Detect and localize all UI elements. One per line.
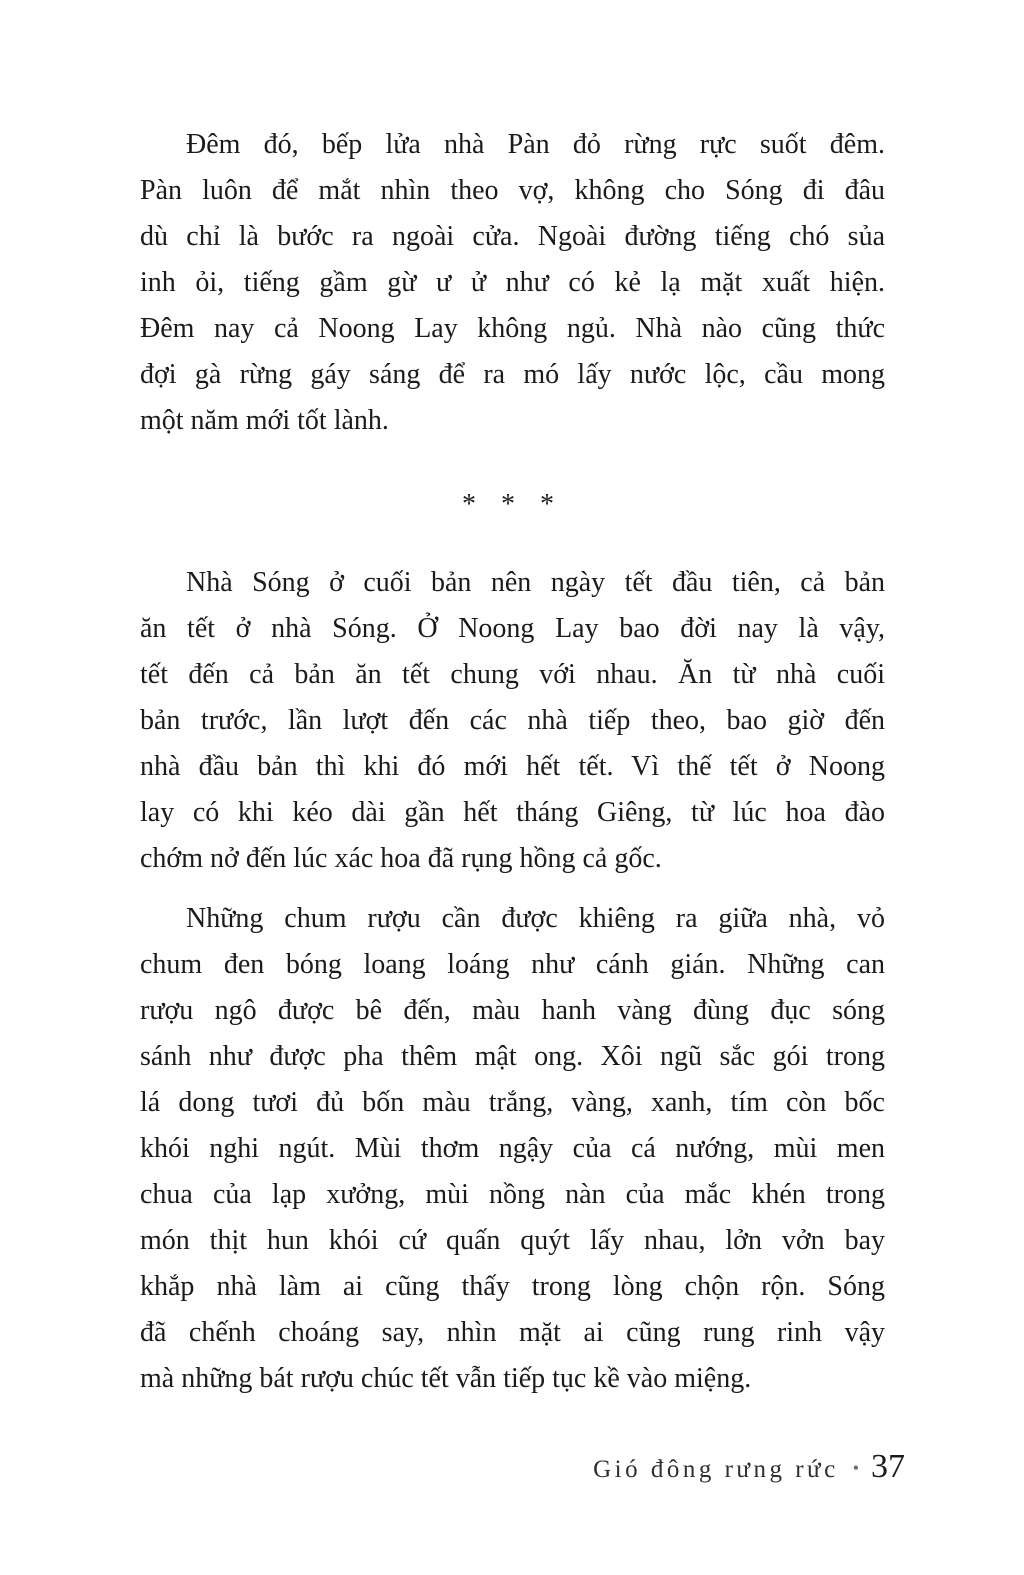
paragraph-3: [140, 896, 885, 1402]
text-line: bản trước, lần lượt đến các nhà tiếp theo, bao giờ đến: [140, 705, 885, 736]
footer-bullet-separator: •: [852, 1458, 859, 1478]
text-line: lá dong tươi đủ bốn màu trắng, vàng, xanh, tím còn bốc: [140, 1087, 885, 1118]
text-line: Những chum rượu cần được khiêng ra giữa nhà, vỏ: [186, 903, 885, 934]
running-title: Gió đông rưng rức: [593, 1456, 839, 1483]
text-line: sánh như được pha thêm mật ong. Xôi ngũ sắc gói trong: [140, 1041, 885, 1072]
text-line: chua của lạp xưởng, mùi nồng nàn của mắc khén trong: [140, 1179, 885, 1210]
text-line: một năm mới tốt lành.: [140, 405, 389, 436]
text-line: chớm nở đến lúc xác hoa đã rụng hồng cả gốc.: [140, 843, 662, 874]
text-line: nhà đầu bản thì khi đó mới hết tết. Vì thế tết ở Noong: [140, 751, 885, 782]
text-line: Đêm nay cả Noong Lay không ngủ. Nhà nào cũng thức: [140, 313, 885, 344]
text-line: khắp nhà làm ai cũng thấy trong lòng chộn rộn. Sóng: [140, 1271, 885, 1302]
text-line: rượu ngô được bê đến, màu hanh vàng đùng đục sóng: [140, 995, 885, 1026]
page-number: 37: [871, 1448, 905, 1485]
section-divider-asterisks: * * *: [462, 489, 563, 520]
text-line: món thịt hun khói cứ quấn quýt lấy nhau, lởn vởn bay: [140, 1225, 885, 1256]
text-line: tết đến cả bản ăn tết chung với nhau. Ăn từ nhà cuối: [140, 659, 885, 690]
text-line: ăn tết ở nhà Sóng. Ở Noong Lay bao đời nay là vậy,: [140, 613, 885, 644]
text-line: đợi gà rừng gáy sáng để ra mó lấy nước lộc, cầu mong: [140, 359, 885, 390]
text-line: đã chếnh choáng say, nhìn mặt ai cũng rung rinh vậy: [140, 1317, 885, 1348]
text-line: dù chỉ là bước ra ngoài cửa. Ngoài đường tiếng chó sủa: [140, 221, 885, 252]
text-line: inh ỏi, tiếng gầm gừ ư ử như có kẻ lạ mặt xuất hiện.: [140, 267, 885, 298]
page-text-block: [140, 122, 885, 1402]
text-line: Pàn luôn để mắt nhìn theo vợ, không cho Sóng đi đâu: [140, 175, 885, 206]
text-line: chum đen bóng loang loáng như cánh gián. Những can: [140, 949, 885, 980]
paragraph-1: [140, 122, 885, 444]
page-footer: [140, 1448, 905, 1486]
text-line: mà những bát rượu chúc tết vẫn tiếp tục kề vào miệng.: [140, 1363, 752, 1394]
text-line: khói nghi ngút. Mùi thơm ngậy của cá nướng, mùi men: [140, 1133, 885, 1164]
text-line: Nhà Sóng ở cuối bản nên ngày tết đầu tiên, cả bản: [186, 567, 885, 598]
text-line: lay có khi kéo dài gần hết tháng Giêng, từ lúc hoa đào: [140, 797, 885, 828]
paragraph-2: [140, 560, 885, 882]
text-line: Đêm đó, bếp lửa nhà Pàn đỏ rừng rực suốt đêm.: [186, 129, 885, 160]
